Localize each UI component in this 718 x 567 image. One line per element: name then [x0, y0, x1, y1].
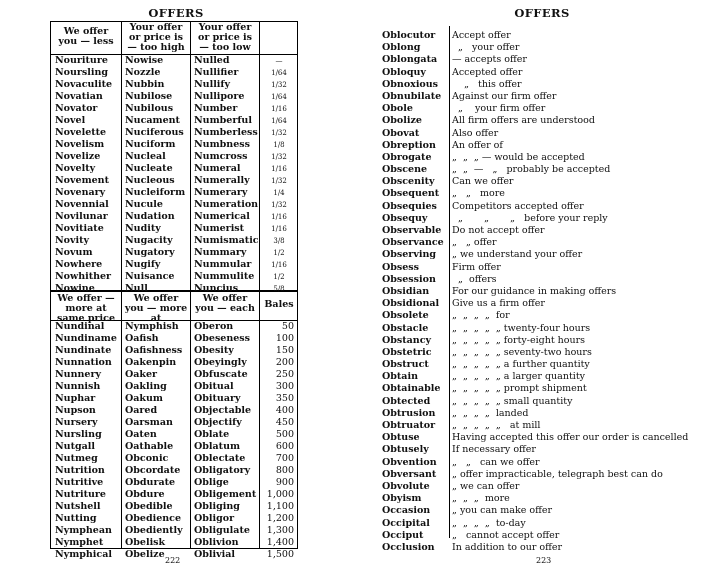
code-word: Obtrusion: [382, 407, 436, 419]
code-word: Obreption: [382, 139, 436, 151]
fraction-value: 5/8: [273, 285, 285, 293]
code-meaning: „ „ can we offer: [452, 456, 540, 468]
header-more-same-price: We offer — more at same price: [57, 293, 115, 324]
code-meaning: „ „ „ „ „ forty-eight hours: [452, 334, 586, 346]
code-word: Nulled: [194, 55, 230, 66]
code-word: Number: [194, 103, 238, 114]
code-word: Novelize: [55, 151, 101, 162]
code-meaning: Also offer: [452, 127, 499, 139]
offers-table-right: [382, 26, 700, 553]
code-word: Obdurate: [125, 477, 176, 488]
bales-value: 50: [281, 321, 294, 332]
code-word: Nutshell: [55, 501, 101, 512]
code-word: Obsolete: [382, 310, 429, 322]
bales-value: 1,300: [266, 525, 294, 536]
fraction-value: 1/64: [271, 117, 287, 125]
code-meaning: „ offer impracticable, telegraph best can do: [452, 468, 663, 480]
code-word: Obovat: [382, 127, 420, 139]
code-meaning: „ „ — „ probably be accepted: [452, 164, 611, 176]
code-word: Nullifier: [194, 67, 239, 78]
code-word: Obligatory: [194, 465, 251, 476]
code-word: Obelize: [125, 549, 165, 560]
code-word: Obedible: [125, 501, 173, 512]
bales-value: 200: [275, 357, 294, 368]
code-word: Numberful: [194, 115, 252, 126]
code-word: Nudation: [125, 211, 175, 222]
code-meaning: Do not accept offer: [452, 225, 545, 236]
code-word: Oakenpin: [125, 357, 177, 368]
fraction-value: 1/64: [271, 93, 287, 101]
code-meaning: „ „ „ „ „ a larger quantity: [452, 371, 585, 383]
code-word: Nunnery: [55, 369, 101, 380]
code-meaning: In addition to our offer: [452, 541, 563, 553]
code-word: Numeral: [194, 163, 241, 174]
code-word: Oblocutor: [382, 30, 436, 41]
code-word: Nymphical: [55, 549, 112, 560]
code-meaning: — accepts offer: [452, 54, 527, 66]
code-word: Novum: [55, 247, 93, 258]
bales-value: 300: [275, 381, 294, 392]
fraction-value: 1/16: [271, 105, 287, 113]
code-word: Nubilose: [125, 91, 173, 102]
bales-value: 900: [275, 477, 294, 488]
code-word: Occasion: [382, 505, 431, 517]
code-word: Nuciferous: [125, 127, 184, 138]
code-word: Obediently: [125, 525, 183, 536]
header-offer-less: We offer you — less: [58, 26, 114, 47]
code-word: Numeration: [194, 199, 259, 210]
code-word: Obdure: [125, 489, 165, 500]
bottom-col4: [260, 321, 298, 561]
bales-value: 450: [275, 417, 294, 428]
code-word: Obitual: [194, 381, 234, 392]
code-meaning: An offer of: [452, 139, 503, 151]
code-word: Obedience: [125, 513, 181, 524]
code-word: Obsess: [382, 261, 420, 273]
code-word: Numerary: [194, 187, 248, 198]
code-word: Obtected: [382, 395, 431, 407]
code-word: Obligor: [194, 513, 235, 524]
code-word: Obelisk: [125, 537, 166, 548]
code-word: Nunnation: [55, 357, 112, 368]
code-word: Obscenity: [382, 176, 435, 188]
code-meaning: „ „ „ „ „ twenty-four hours: [452, 322, 591, 334]
code-word: Nowhere: [55, 259, 103, 270]
code-meaning: „ „ „ „ „ seventy-two hours: [452, 346, 592, 358]
code-word: Nuncius: [194, 283, 239, 294]
code-word: Nummary: [194, 247, 247, 258]
code-meaning: Firm offer: [452, 261, 501, 273]
code-word: Observable: [382, 225, 442, 236]
code-word: Obstruct: [382, 359, 429, 371]
code-meaning: „ your offer: [452, 42, 520, 54]
code-meaning: „ „ „ — would be accepted: [452, 151, 585, 163]
code-word: Oblige: [194, 477, 229, 488]
code-word: Nutgall: [55, 441, 95, 452]
code-meaning: „ „ „ „ „ small quantity: [452, 395, 573, 407]
fraction-value: 1/32: [271, 81, 287, 89]
code-word: Nutritive: [55, 477, 104, 488]
code-word: Oarsman: [125, 417, 173, 428]
code-word: Obsidional: [382, 298, 440, 310]
code-word: Novenary: [55, 187, 106, 198]
code-word: Nuphar: [55, 393, 96, 404]
code-word: Nucleiform: [125, 187, 186, 198]
fraction-value: 1/32: [271, 177, 287, 185]
header-too-high: Your offer or price is — too high: [127, 22, 185, 53]
code-word: Oared: [125, 405, 158, 416]
code-word: Obstancy: [382, 334, 432, 346]
fraction-value: 1/4: [273, 189, 285, 197]
code-word: Numerical: [194, 211, 250, 222]
code-meaning: „ „ „ „ „ prompt shipment: [452, 383, 587, 395]
code-word: Novelty: [55, 163, 96, 174]
code-word: Oblate: [194, 429, 230, 440]
page-number: 223: [536, 556, 552, 565]
code-word: Oblongata: [382, 54, 438, 66]
code-word: Nutting: [55, 513, 97, 524]
code-word: Nubilous: [125, 103, 174, 114]
code-word: Nowhither: [55, 271, 112, 282]
code-word: Nunnish: [55, 381, 101, 392]
code-word: Novity: [55, 235, 90, 246]
code-word: Obligulate: [194, 525, 250, 536]
meaning-column: [452, 30, 702, 554]
bales-value: 1,200: [266, 513, 294, 524]
header-bales: Bales: [264, 299, 294, 310]
code-word: Nubbin: [125, 79, 165, 90]
code-word: Nursery: [55, 417, 98, 428]
code-word: Obtain: [382, 371, 418, 383]
code-word: Nymphean: [55, 525, 112, 536]
top-col1: [55, 55, 121, 295]
code-word: Oblectate: [194, 453, 246, 464]
fraction-value: 1/2: [273, 273, 285, 281]
code-word: Occlusion: [382, 541, 435, 553]
fraction-value: 1/16: [271, 213, 287, 221]
code-word: Obligement: [194, 489, 257, 500]
left-page: [0, 0, 352, 567]
code-meaning: „ „ „ „ to-day: [452, 517, 526, 529]
bales-value: 700: [275, 453, 294, 464]
code-word: Novaculite: [55, 79, 113, 90]
code-meaning: For our guidance in making offers: [452, 285, 617, 297]
code-word: Obstetric: [382, 346, 432, 358]
code-word: Obnoxious: [382, 78, 439, 90]
code-word: Oathable: [125, 441, 174, 452]
code-meaning: „ cannot accept offer: [452, 529, 560, 541]
code-word: Nutriture: [55, 489, 106, 500]
code-word: Nowise: [125, 55, 164, 66]
code-word: Nummular: [194, 259, 252, 270]
code-meaning: Against our firm offer: [452, 90, 557, 102]
code-word: Obtusely: [382, 444, 429, 456]
code-word: Nucleate: [125, 163, 173, 174]
code-meaning: Having accepted this offer our order is cancelled: [452, 432, 689, 444]
code-word: Nupson: [55, 405, 96, 416]
code-meaning: „ „ „ „ „ a further quantity: [452, 359, 590, 371]
bottom-col2: [125, 321, 191, 561]
fraction-value: 1/16: [271, 225, 287, 233]
code-word: Obsequent: [382, 188, 440, 200]
code-word: Nugatory: [125, 247, 175, 258]
code-word: Nymphet: [55, 537, 104, 548]
code-meaning: All firm offers are understood: [452, 115, 595, 127]
fraction-value: 1/64: [271, 69, 287, 77]
code-word: Oblatum: [194, 441, 241, 452]
bales-value: 800: [275, 465, 294, 476]
fraction-value: 1/8: [273, 141, 285, 149]
code-word: Obsidian: [382, 285, 430, 297]
bales-value: 250: [275, 369, 294, 380]
code-word: Nucament: [125, 115, 180, 126]
code-word: Nundinate: [55, 345, 112, 356]
code-word: Obtuse: [382, 432, 420, 444]
code-word: Nundinal: [55, 321, 105, 332]
fraction-value: 1/32: [271, 153, 287, 161]
code-word: Obyism: [382, 493, 422, 505]
code-word: Nymphish: [125, 321, 179, 332]
code-word: Obstacle: [382, 322, 429, 334]
code-word: Obloquy: [382, 66, 426, 78]
code-word: Obtruator: [382, 420, 436, 431]
code-word: Nucleal: [125, 151, 166, 162]
code-meaning: Give us a firm offer: [452, 298, 545, 310]
code-word: Obnubilate: [382, 90, 442, 102]
bales-value: 600: [275, 441, 294, 452]
code-meaning: „ „ „ more: [452, 493, 510, 505]
fraction-value: 3/8: [273, 237, 285, 245]
code-word: Obolize: [382, 115, 422, 127]
page-number: 222: [165, 556, 181, 565]
code-word: Obvolute: [382, 480, 430, 492]
page-title: OFFERS: [148, 6, 204, 20]
code-word: Obeyingly: [194, 357, 247, 368]
bales-value: 350: [275, 393, 294, 404]
code-word: Nudity: [125, 223, 161, 234]
code-word: Obsequies: [382, 200, 437, 212]
code-meaning: Competitors accepted offer: [452, 200, 584, 212]
header-each: We offer you — each: [195, 293, 255, 314]
code-word: Objectable: [194, 405, 252, 416]
code-word: Nullify: [194, 79, 231, 90]
bales-value: 1,000: [266, 489, 294, 500]
code-meaning: „ offers: [452, 273, 497, 285]
code-word: Obole: [382, 103, 413, 115]
code-word: Nuisance: [125, 271, 175, 282]
code-word: Numerally: [194, 175, 250, 186]
code-word: Obscene: [382, 164, 428, 176]
code-word: Obconic: [125, 453, 169, 464]
fraction-value: —: [275, 57, 283, 65]
code-word: Oaker: [125, 369, 158, 380]
code-column: [382, 30, 448, 554]
code-word: Obliging: [194, 501, 240, 512]
code-meaning: If necessary offer: [452, 444, 536, 456]
bales-value: 100: [275, 333, 294, 344]
code-word: Nuciform: [125, 139, 176, 150]
code-meaning: „ „ „ before your reply: [452, 212, 608, 224]
code-word: Oblivion: [194, 537, 239, 548]
code-word: Obfuscate: [194, 369, 248, 380]
code-word: Obesity: [194, 345, 234, 356]
code-word: Nucule: [125, 199, 163, 210]
code-word: Obeseness: [194, 333, 251, 344]
code-word: Objectify: [194, 417, 242, 428]
code-word: Numerist: [194, 223, 245, 234]
code-word: Obversant: [382, 468, 437, 480]
fraction-value: 1/32: [271, 129, 287, 137]
top-col4: [260, 55, 298, 295]
code-word: Observing: [382, 249, 436, 261]
code-word: Obvention: [382, 456, 437, 468]
code-meaning: „ this offer: [452, 78, 522, 90]
fraction-value: 1/2: [273, 249, 285, 257]
code-word: Numcross: [194, 151, 248, 162]
bales-value: 1,500: [266, 549, 294, 560]
code-word: Oblong: [382, 42, 421, 54]
code-word: Nundiname: [55, 333, 117, 344]
code-word: Novitiate: [55, 223, 104, 234]
code-word: Novator: [55, 103, 98, 114]
code-meaning: „ we understand your offer: [452, 249, 583, 261]
code-word: Obsequy: [382, 212, 428, 224]
code-meaning: Accept offer: [452, 30, 511, 41]
code-word: Novennial: [55, 199, 109, 210]
code-word: Oberon: [194, 321, 234, 332]
code-word: Novelism: [55, 139, 105, 150]
bottom-col3: [194, 321, 260, 561]
code-meaning: „ you can make offer: [452, 505, 552, 517]
bales-value: 1,100: [266, 501, 294, 512]
code-word: Obituary: [194, 393, 241, 404]
header-too-low: Your offer or price is — too low: [198, 22, 252, 53]
code-word: Novel: [55, 115, 86, 126]
fraction-value: 1/16: [271, 165, 287, 173]
code-word: Oafish: [125, 333, 159, 344]
code-word: Obtainable: [382, 383, 441, 395]
code-word: Oakum: [125, 393, 163, 404]
code-word: Occiput: [382, 529, 424, 541]
code-word: Obsession: [382, 273, 436, 285]
code-meaning: „ „ offer: [452, 237, 497, 249]
code-word: Numberless: [194, 127, 258, 138]
code-word: Obcordate: [125, 465, 181, 476]
code-meaning: Accepted offer: [452, 66, 523, 78]
code-word: Nursling: [55, 429, 102, 440]
code-word: Occipital: [382, 517, 430, 529]
top-col3: [194, 55, 260, 295]
code-word: Numismatic: [194, 235, 259, 246]
fraction-value: 1/16: [271, 261, 287, 269]
code-word: Oakling: [125, 381, 167, 392]
code-word: Noursling: [55, 67, 109, 78]
fraction-value: 1/32: [271, 201, 287, 209]
code-word: Nucleous: [125, 175, 175, 186]
code-word: Novement: [55, 175, 109, 186]
code-word: Oblivial: [194, 549, 236, 560]
code-word: Nummulite: [194, 271, 255, 282]
code-meaning: Can we offer: [452, 176, 514, 188]
code-meaning: „ we can offer: [452, 480, 520, 492]
code-word: Nowine: [55, 283, 95, 294]
right-page: [366, 0, 718, 567]
header-more-at: We offer you — more at: [124, 293, 188, 324]
code-word: Observance: [382, 237, 444, 249]
code-word: Nozzle: [125, 67, 161, 78]
code-word: Novatian: [55, 91, 103, 102]
bales-value: 500: [275, 429, 294, 440]
offers-table-left: [50, 21, 298, 560]
bales-value: 1,400: [266, 537, 294, 548]
code-word: Nugify: [125, 259, 161, 270]
code-word: Obrogate: [382, 151, 432, 163]
code-meaning: „ your firm offer: [452, 103, 546, 115]
code-word: Nullipore: [194, 91, 245, 102]
bales-value: 150: [275, 345, 294, 356]
bales-value: 400: [275, 405, 294, 416]
bottom-col1: [55, 321, 121, 561]
code-word: Null: [125, 283, 148, 294]
code-word: Nugacity: [125, 235, 173, 246]
code-word: Novelette: [55, 127, 107, 138]
code-word: Nutrition: [55, 465, 105, 476]
top-col2: [125, 55, 191, 295]
code-word: Nouriture: [55, 55, 108, 66]
code-word: Oafishness: [125, 345, 183, 356]
code-word: Nutmeg: [55, 453, 98, 464]
code-meaning: „ „ „ „ for: [452, 310, 510, 322]
code-meaning: „ „ „ „ „ at mill: [452, 420, 541, 431]
page-title: OFFERS: [514, 6, 570, 20]
code-meaning: „ „ more: [452, 188, 505, 200]
code-word: Novilunar: [55, 211, 108, 222]
code-word: Oaten: [125, 429, 157, 440]
code-meaning: „ „ „ „ landed: [452, 407, 529, 419]
code-word: Numbness: [194, 139, 250, 150]
